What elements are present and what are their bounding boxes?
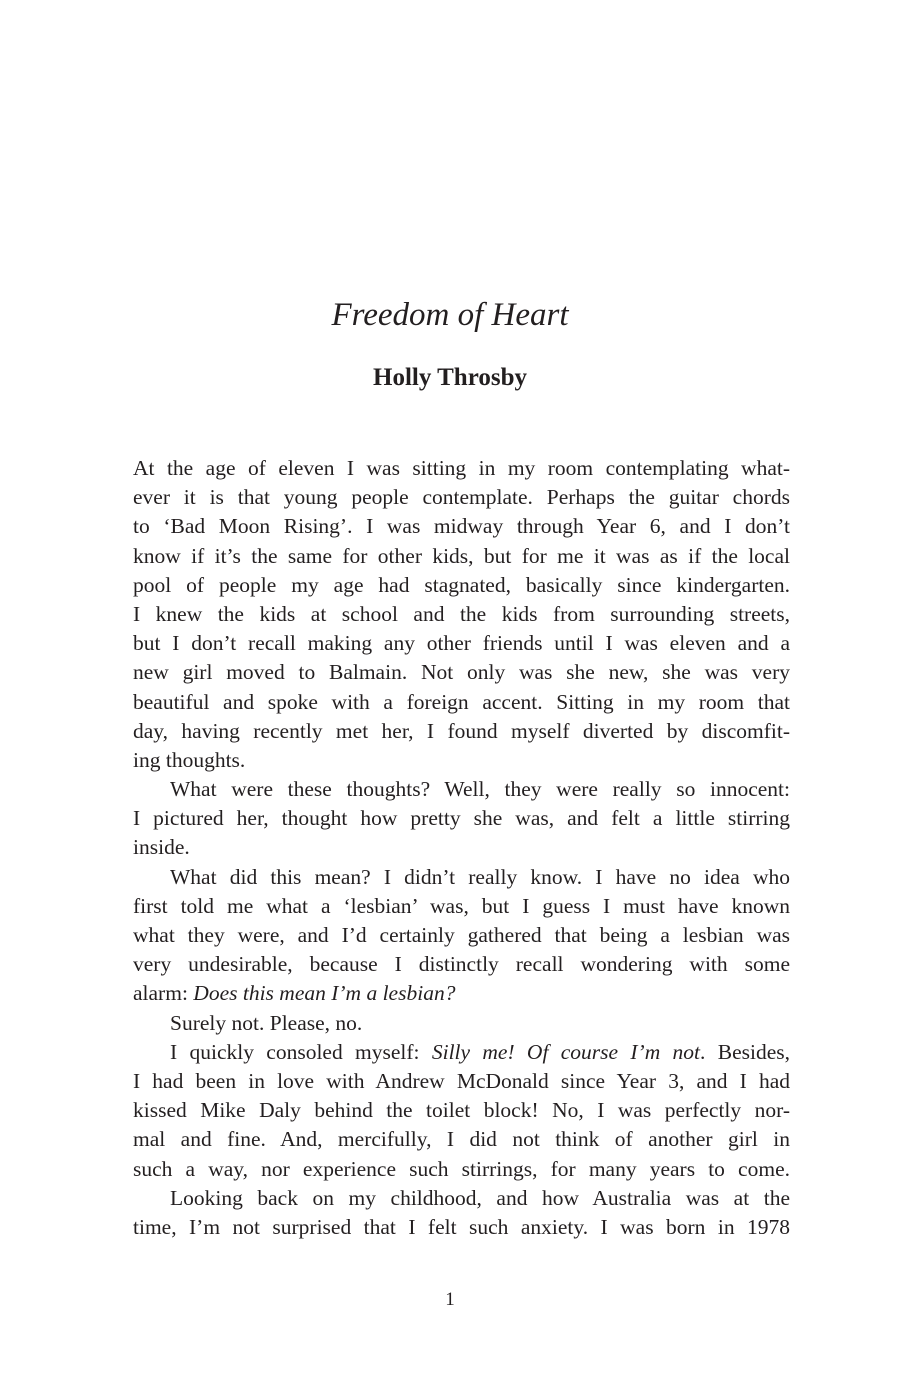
text-line-body: to ‘Bad Moon Rising’. I was midway through Year 6, and I don’t (133, 514, 790, 539)
text-line-body: ing thoughts. (133, 747, 246, 772)
text-line-body: inside. (133, 835, 190, 860)
text-line-body: such a way, nor experience such stirrings, for many years to come. (133, 1156, 790, 1181)
text-line (133, 746, 790, 775)
text-line-body: very undesirable, because I distinctly recall wondering with some (133, 952, 790, 977)
text-line (133, 717, 790, 746)
text-line (133, 775, 790, 804)
text-line (133, 804, 790, 833)
text-line-body: What were these thoughts? Well, they were really so innocent: (170, 777, 790, 802)
text-line (133, 892, 790, 921)
text-line-body: At the age of eleven I was sitting in my room contemplating what- (133, 456, 790, 480)
text-line-body: day, having recently met her, I found myself diverted by discomfit- (133, 718, 790, 743)
page-number: 1 (445, 1289, 455, 1310)
text-line (133, 863, 790, 892)
text-line (133, 833, 790, 862)
text-line (133, 1155, 790, 1184)
text-line-body: ever it is that young people contemplate. Perhaps the guitar chords (133, 485, 790, 510)
text-line (133, 483, 790, 512)
text-line-body: I pictured her, thought how pretty she was, and felt a little stirring (133, 806, 790, 831)
text-line (133, 571, 790, 600)
text-line (133, 1038, 790, 1067)
text-line-body: time, I’m not surprised that I felt such anxiety. I was born in 1978 (133, 1214, 790, 1239)
text-line-body: but I don’t recall making any other friends until I was eleven and a (133, 631, 790, 656)
text-line (133, 688, 790, 717)
chapter-author: Holly Throsby (373, 364, 527, 391)
text-line-body: Looking back on my childhood, and how Australia was at the (170, 1185, 790, 1210)
text-line-body: Surely not. Please, no. (170, 1010, 363, 1035)
text-line-body: mal and fine. And, mercifully, I did not think of another girl in (133, 1127, 790, 1152)
text-line (133, 1009, 790, 1038)
body-text (133, 454, 790, 1242)
text-line (133, 950, 790, 979)
text-line (133, 600, 790, 629)
chapter-title: Freedom of Heart (331, 297, 569, 333)
text-line (133, 1184, 790, 1213)
text-line (133, 1067, 790, 1096)
text-line-body: beautiful and spoke with a foreign accent. Sitting in my room that (133, 689, 790, 714)
text-line-body: I quickly consoled myself: (170, 1039, 432, 1064)
text-line (133, 979, 790, 1008)
text-line-body: new girl moved to Balmain. Not only was she new, she was very (133, 660, 790, 685)
text-line-body: pool of people my age had stagnated, basically since kindergarten. (133, 572, 790, 597)
text-line (133, 921, 790, 950)
text-line-body: know if it’s the same for other kids, but for me it was as if the local (133, 543, 790, 568)
text-line-body: what they were, and I’d certainly gathered that being a lesbian was (133, 923, 790, 947)
text-line-body: alarm: (133, 981, 194, 1006)
text-line-body: first told me what a ‘lesbian’ was, but I guess I must have known (133, 893, 790, 918)
text-line-italic: Does this mean I’m a lesbian? (193, 981, 456, 1006)
text-line-body: I knew the kids at school and the kids from surrounding streets, (133, 601, 790, 626)
text-line-after: . Besides, (700, 1039, 790, 1064)
text-line (133, 1125, 790, 1154)
text-line (133, 542, 790, 571)
text-line (133, 512, 790, 541)
text-line-italic: Silly me! Of course I’m not (431, 1039, 701, 1064)
text-line (133, 1096, 790, 1125)
text-line (133, 629, 790, 658)
text-line (133, 454, 790, 483)
text-line-body: What did this mean? I didn’t really know. I have no idea who (170, 864, 790, 889)
text-line (133, 1213, 790, 1242)
text-line-body: kissed Mike Daly behind the toilet block! No, I was perfectly nor- (133, 1098, 790, 1123)
text-line (133, 658, 790, 687)
text-line-body: I had been in love with Andrew McDonald since Year 3, and I had (133, 1068, 790, 1093)
